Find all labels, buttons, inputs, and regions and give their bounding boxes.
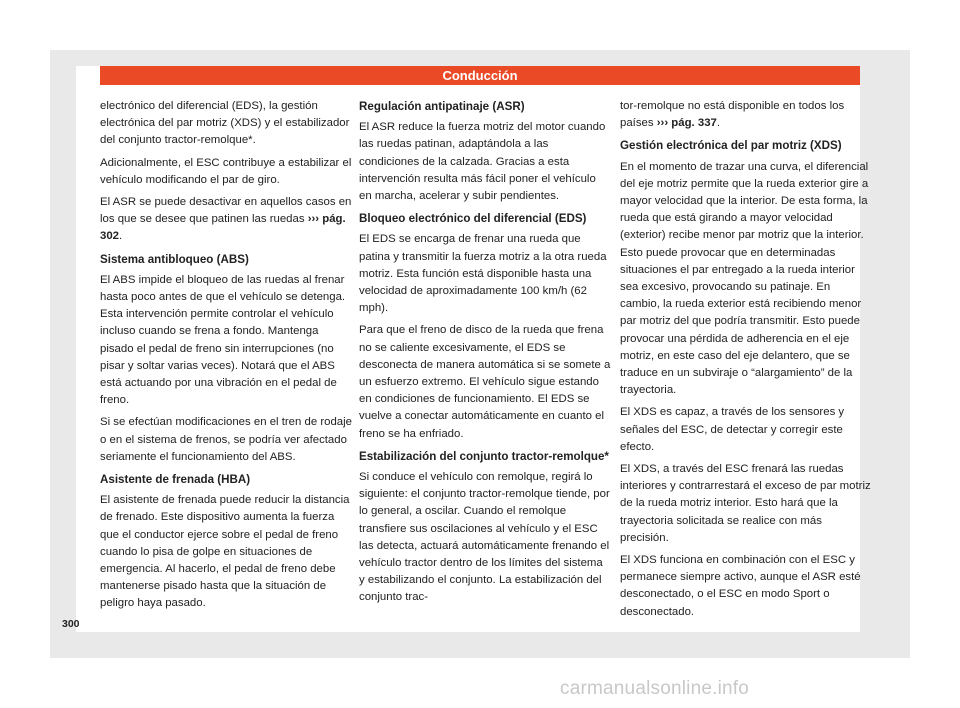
paragraph: El XDS, a través del ESC frenará las ruedas interiores y contrarrestará el exceso de par motriz de la rueda motriz interior. Esto hará que la trayectoria solicitada se realice con más precisión. (620, 463, 871, 544)
section-heading-trailer: Estabilización del conjunto tractor-remolque* (359, 449, 609, 463)
page-reference-link[interactable]: ››› pág. 337 (656, 117, 717, 130)
section-heading-abs: Sistema antibloqueo (ABS) (100, 252, 249, 266)
paragraph: El XDS funciona en combinación con el ESC y permanece siempre activo, aunque el ASR esté desconectado, o el ESC en modo Sport o desconectado. (620, 554, 861, 618)
section-heading-hba: Asistente de frenada (HBA) (100, 473, 251, 487)
paragraph: electrónico del diferencial (EDS), la gestión electrónica del par motriz (XDS) y el estabilizador del conjunto tractor-remolque*. (100, 100, 350, 147)
text-column-1 (100, 98, 352, 618)
paragraph: Si se efectúan modificaciones en el tren de rodaje o en el sistema de frenos, se podría ver afectado seriamente el funcionamiento del ABS. (100, 416, 353, 463)
paragraph: En el momento de trazar una curva, el diferencial del eje motriz permite que la rueda exterior gire a mayor velocidad que la interior. De esta forma, la rueda que está girando a mayor velocidad (exterior) recibe menor par motriz que la interior. Esto puede provocar que en determinadas situaciones el par entregado a la rueda interior sea excesivo, provocando su patinaje. En cambio, la rueda exterior está recibiendo menor par motriz del que podría transmitir. Esto puede provocar una pérdida de adherencia en el eje motriz, en este caso del eje delantero, que se traduce en un subviraje o “alargamiento” de la trayectoria. (620, 160, 869, 397)
paragraph: El ASR se puede desactivar en aquellos casos en los que se desee que patinen las ruedas ››› pág. 302. (100, 196, 352, 243)
section-heading-asr: Regulación antipatinaje (ASR) (359, 100, 525, 113)
paragraph: El ABS impide el bloqueo de las ruedas al frenar hasta poco antes de que el vehículo se detenga. Esta intervención permite controlar el vehículo incluso cuando se frena a fondo. Mantenga pisado el pedal de freno sin interrupciones (no pisar y soltar varias veces). Notará que el ABS está actuando por una vibración en el pedal de freno. (100, 273, 346, 407)
paragraph: Para que el freno de disco de la rueda que frena no se caliente excesivamente, el EDS se desconecta de manera automática si se somete a un esfuerzo extremo. El vehículo sigue estando en condiciones de funcionamiento. El EDS se vuelve a conectar automáticamente en cuanto el freno se ha enfriado. (359, 324, 611, 440)
paragraph: tor-remolque no está disponible en todos los países ››› pág. 337. (620, 100, 845, 130)
text-column-2 (359, 98, 611, 612)
section-heading-eds: Bloqueo electrónico del diferencial (EDS) (359, 212, 587, 226)
page-number: 300 (62, 618, 80, 630)
paragraph-text: tor-remolque no está disponible en todos los países (620, 100, 845, 130)
paragraph: Si conduce el vehículo con remolque, regirá lo siguiente: el conjunto tractor-remolque tiende, por lo general, a oscilar. Cuando el remolque transfiere sus oscilaciones al vehículo y el ESC las detecta, actuará automáticamente frenando el vehículo tractor dentro de los límites del sistema y estabilizando el conjunto. La estabilización del conjunto trac- (359, 471, 610, 604)
text-column-3 (620, 98, 872, 626)
section-header: Conducción (100, 66, 860, 85)
paragraph: Adicionalmente, el ESC contribuye a estabilizar el vehículo modificando el par de giro. (100, 156, 352, 186)
paragraph-text: El ASR se puede desactivar en aquellos casos en los que se desee que patinen las ruedas (100, 196, 352, 226)
section-heading-xds: Gestión electrónica del par motriz (XDS) (620, 139, 842, 153)
page-reference-link[interactable]: ››› pág. 302 (100, 213, 346, 243)
paragraph: El ASR reduce la fuerza motriz del motor cuando las ruedas patinan, adaptándola a las condiciones de la calzada. Gracias a esta intervención resulta más fácil poner el vehículo en marcha, acelerar y subir pendientes. (359, 121, 606, 203)
paragraph: El asistente de frenada puede reducir la distancia de frenado. Este dispositivo aumenta la fuerza que el conductor ejerce sobre el pedal de freno cuando lo pisa de golpe en situaciones de emergencia. Al hacerlo, el pedal de freno debe mantenerse pisado hasta que la situación de peligro haya pasado. (100, 494, 350, 610)
watermark: carmanualsonline.info (560, 678, 750, 699)
paragraph: El EDS se encarga de frenar una rueda que patina y transmitir la fuerza motriz a la otra rueda motriz. Esta función está disponible hasta una velocidad de aproximadamente 100 km/h (62 mph). (359, 233, 607, 315)
paragraph: El XDS es capaz, a través de los sensores y señales del ESC, de detectar y corregir este efecto. (620, 406, 845, 453)
